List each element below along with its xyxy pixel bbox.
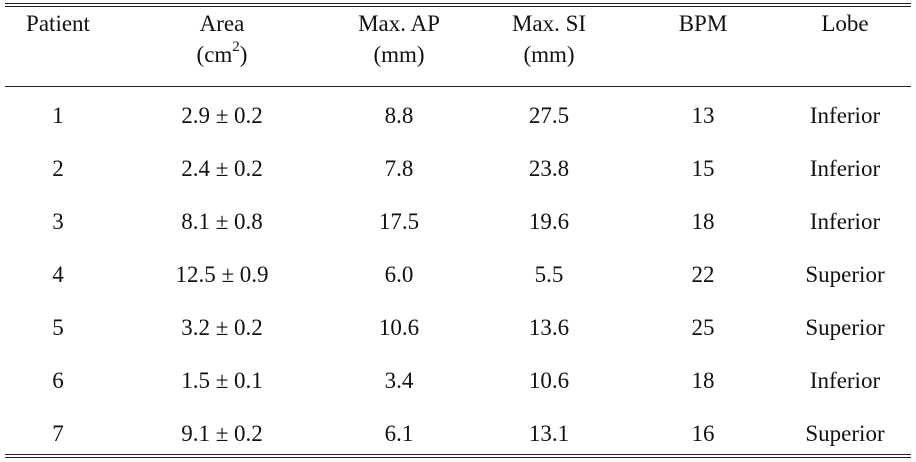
bottom-rule-1 [5,454,911,455]
cell-patient: 6 [52,368,64,393]
header-bpm-label: BPM [678,11,728,36]
cell-bpm: 25 [691,315,715,340]
cell-max-si: 5.5 [534,262,564,287]
top-rule-1 [5,3,911,4]
cell-max-si: 23.8 [528,156,570,181]
cell-patient: 1 [52,103,64,128]
cell-lobe: Superior [805,315,885,340]
top-rule-2 [5,6,911,7]
cell-max-ap: 6.0 [384,262,414,287]
header-patient [26,8,90,39]
header-area-label: Area [199,11,245,36]
cell-max-ap: 6.1 [384,421,414,446]
cell-area: 2.4 ± 0.2 [181,156,263,181]
header-rule [5,86,911,87]
header-bpm [679,8,728,39]
cell-max-si: 27.5 [528,103,570,128]
header-max-ap [358,8,440,70]
cell-bpm: 16 [691,421,715,446]
header-max-si-label: Max. SI [511,11,587,36]
header-max-ap-unit: (mm) [373,42,425,67]
cell-max-si: 19.6 [528,209,570,234]
cell-lobe: Inferior [809,156,881,181]
cell-patient: 7 [52,421,64,446]
cell-max-si: 10.6 [528,368,570,393]
cell-patient: 4 [52,262,64,287]
cell-max-ap: 8.8 [384,103,414,128]
cell-area: 8.1 ± 0.8 [181,209,263,234]
cell-bpm: 13 [691,103,715,128]
header-lobe [821,8,868,39]
cell-patient: 2 [52,156,64,181]
cell-lobe: Inferior [809,103,881,128]
cell-max-ap: 17.5 [378,209,420,234]
cell-bpm: 18 [691,209,715,234]
cell-lobe: Superior [805,262,885,287]
cell-lobe: Superior [805,421,885,446]
header-max-ap-label: Max. AP [358,11,440,36]
cell-max-ap: 3.4 [384,368,414,393]
header-area [197,8,248,70]
header-patient-label: Patient [26,11,90,36]
cell-max-ap: 7.8 [384,156,414,181]
cell-bpm: 15 [691,156,715,181]
cell-area: 9.1 ± 0.2 [181,421,263,446]
cell-bpm: 18 [691,368,715,393]
cell-area: 12.5 ± 0.9 [175,262,269,287]
cell-max-ap: 10.6 [378,315,420,340]
cell-patient: 5 [52,315,64,340]
cell-area: 2.9 ± 0.2 [181,103,263,128]
cell-lobe: Inferior [809,368,881,393]
header-max-si-unit: (mm) [523,42,575,67]
cell-area: 3.2 ± 0.2 [181,315,263,340]
cell-max-si: 13.1 [528,421,570,446]
cell-max-si: 13.6 [528,315,570,340]
bottom-rule-2 [5,457,911,458]
cell-patient: 3 [52,209,64,234]
header-area-unit: $(cm^2)$ [196,39,248,67]
header-max-si [512,8,586,70]
cell-area: 1.5 ± 0.1 [181,368,263,393]
cell-bpm: 22 [691,262,715,287]
cell-lobe: Inferior [809,209,881,234]
header-lobe-label: Lobe [821,11,869,36]
